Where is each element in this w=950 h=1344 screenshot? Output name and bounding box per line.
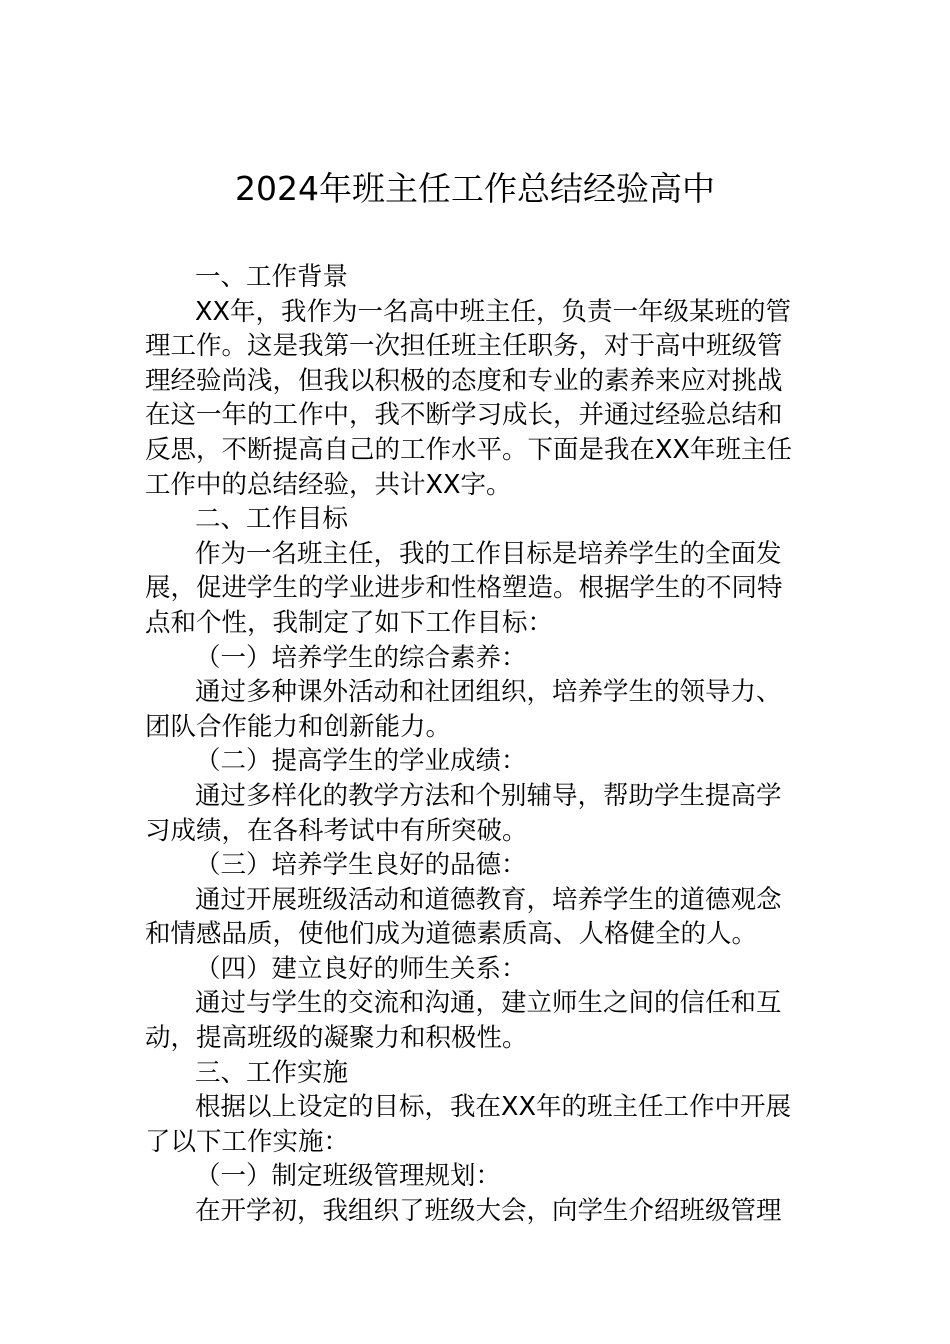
document-body — [145, 260, 810, 1229]
text-line: 动，提高班级的凝聚力和积极性。 — [145, 1023, 528, 1054]
text-line: 三、工作实施 — [195, 1057, 349, 1088]
text-line: 反思，不断提高自己的工作水平。下面是我在XX年班主任 — [145, 434, 792, 465]
text-line: 了以下工作实施： — [145, 1126, 350, 1157]
text-line: （二）提高学生的学业成绩： — [195, 746, 527, 777]
text-line: 在这一年的工作中，我不断学习成长，并通过经验总结和 — [145, 400, 783, 431]
text-line: 二、工作目标 — [195, 504, 349, 535]
text-line: 工作中的总结经验，共计XX字。 — [145, 469, 512, 500]
text-line: 在开学初，我组织了班级大会，向学生介绍班级管理 — [195, 1196, 782, 1227]
text-line: 根据以上设定的目标，我在XX年的班主任工作中开展 — [195, 1092, 791, 1123]
text-line: 作为一名班主任，我的工作目标是培养学生的全面发 — [195, 538, 782, 569]
text-line: 通过开展班级活动和道德教育，培养学生的道德观念 — [195, 884, 782, 915]
text-line: 通过多样化的教学方法和个别辅导，帮助学生提高学 — [195, 780, 782, 811]
text-line: 通过与学生的交流和沟通，建立师生之间的信任和互 — [195, 988, 782, 1019]
text-line: （一）制定班级管理规划： — [195, 1161, 502, 1192]
text-line: 展，促进学生的学业进步和性格塑造。根据学生的不同特 — [145, 573, 783, 604]
text-line: 点和个性，我制定了如下工作目标： — [145, 607, 554, 638]
text-line: 理经验尚浅，但我以积极的态度和专业的素养来应对挑战 — [145, 365, 783, 396]
text-line: 团队合作能力和创新能力。 — [145, 711, 452, 742]
text-line: （三）培养学生良好的品德： — [195, 850, 527, 881]
text-line: 和情感品质，使他们成为道德素质高、人格健全的人。 — [145, 919, 758, 950]
document-title: 2024年班主任工作总结经验高中 — [235, 169, 715, 208]
text-line: 理工作。这是我第一次担任班主任职务，对于高中班级管 — [145, 331, 783, 362]
text-line: （一）培养学生的综合素养： — [195, 642, 527, 673]
text-line: （四）建立良好的师生关系： — [195, 953, 527, 984]
text-line: 通过多种课外活动和社团组织，培养学生的领导力、 — [195, 677, 782, 708]
text-line: 习成绩，在各科考试中有所突破。 — [145, 815, 528, 846]
text-line: 一、工作背景 — [195, 262, 349, 292]
text-line: XX年，我作为一名高中班主任，负责一年级某班的管 — [195, 296, 791, 327]
